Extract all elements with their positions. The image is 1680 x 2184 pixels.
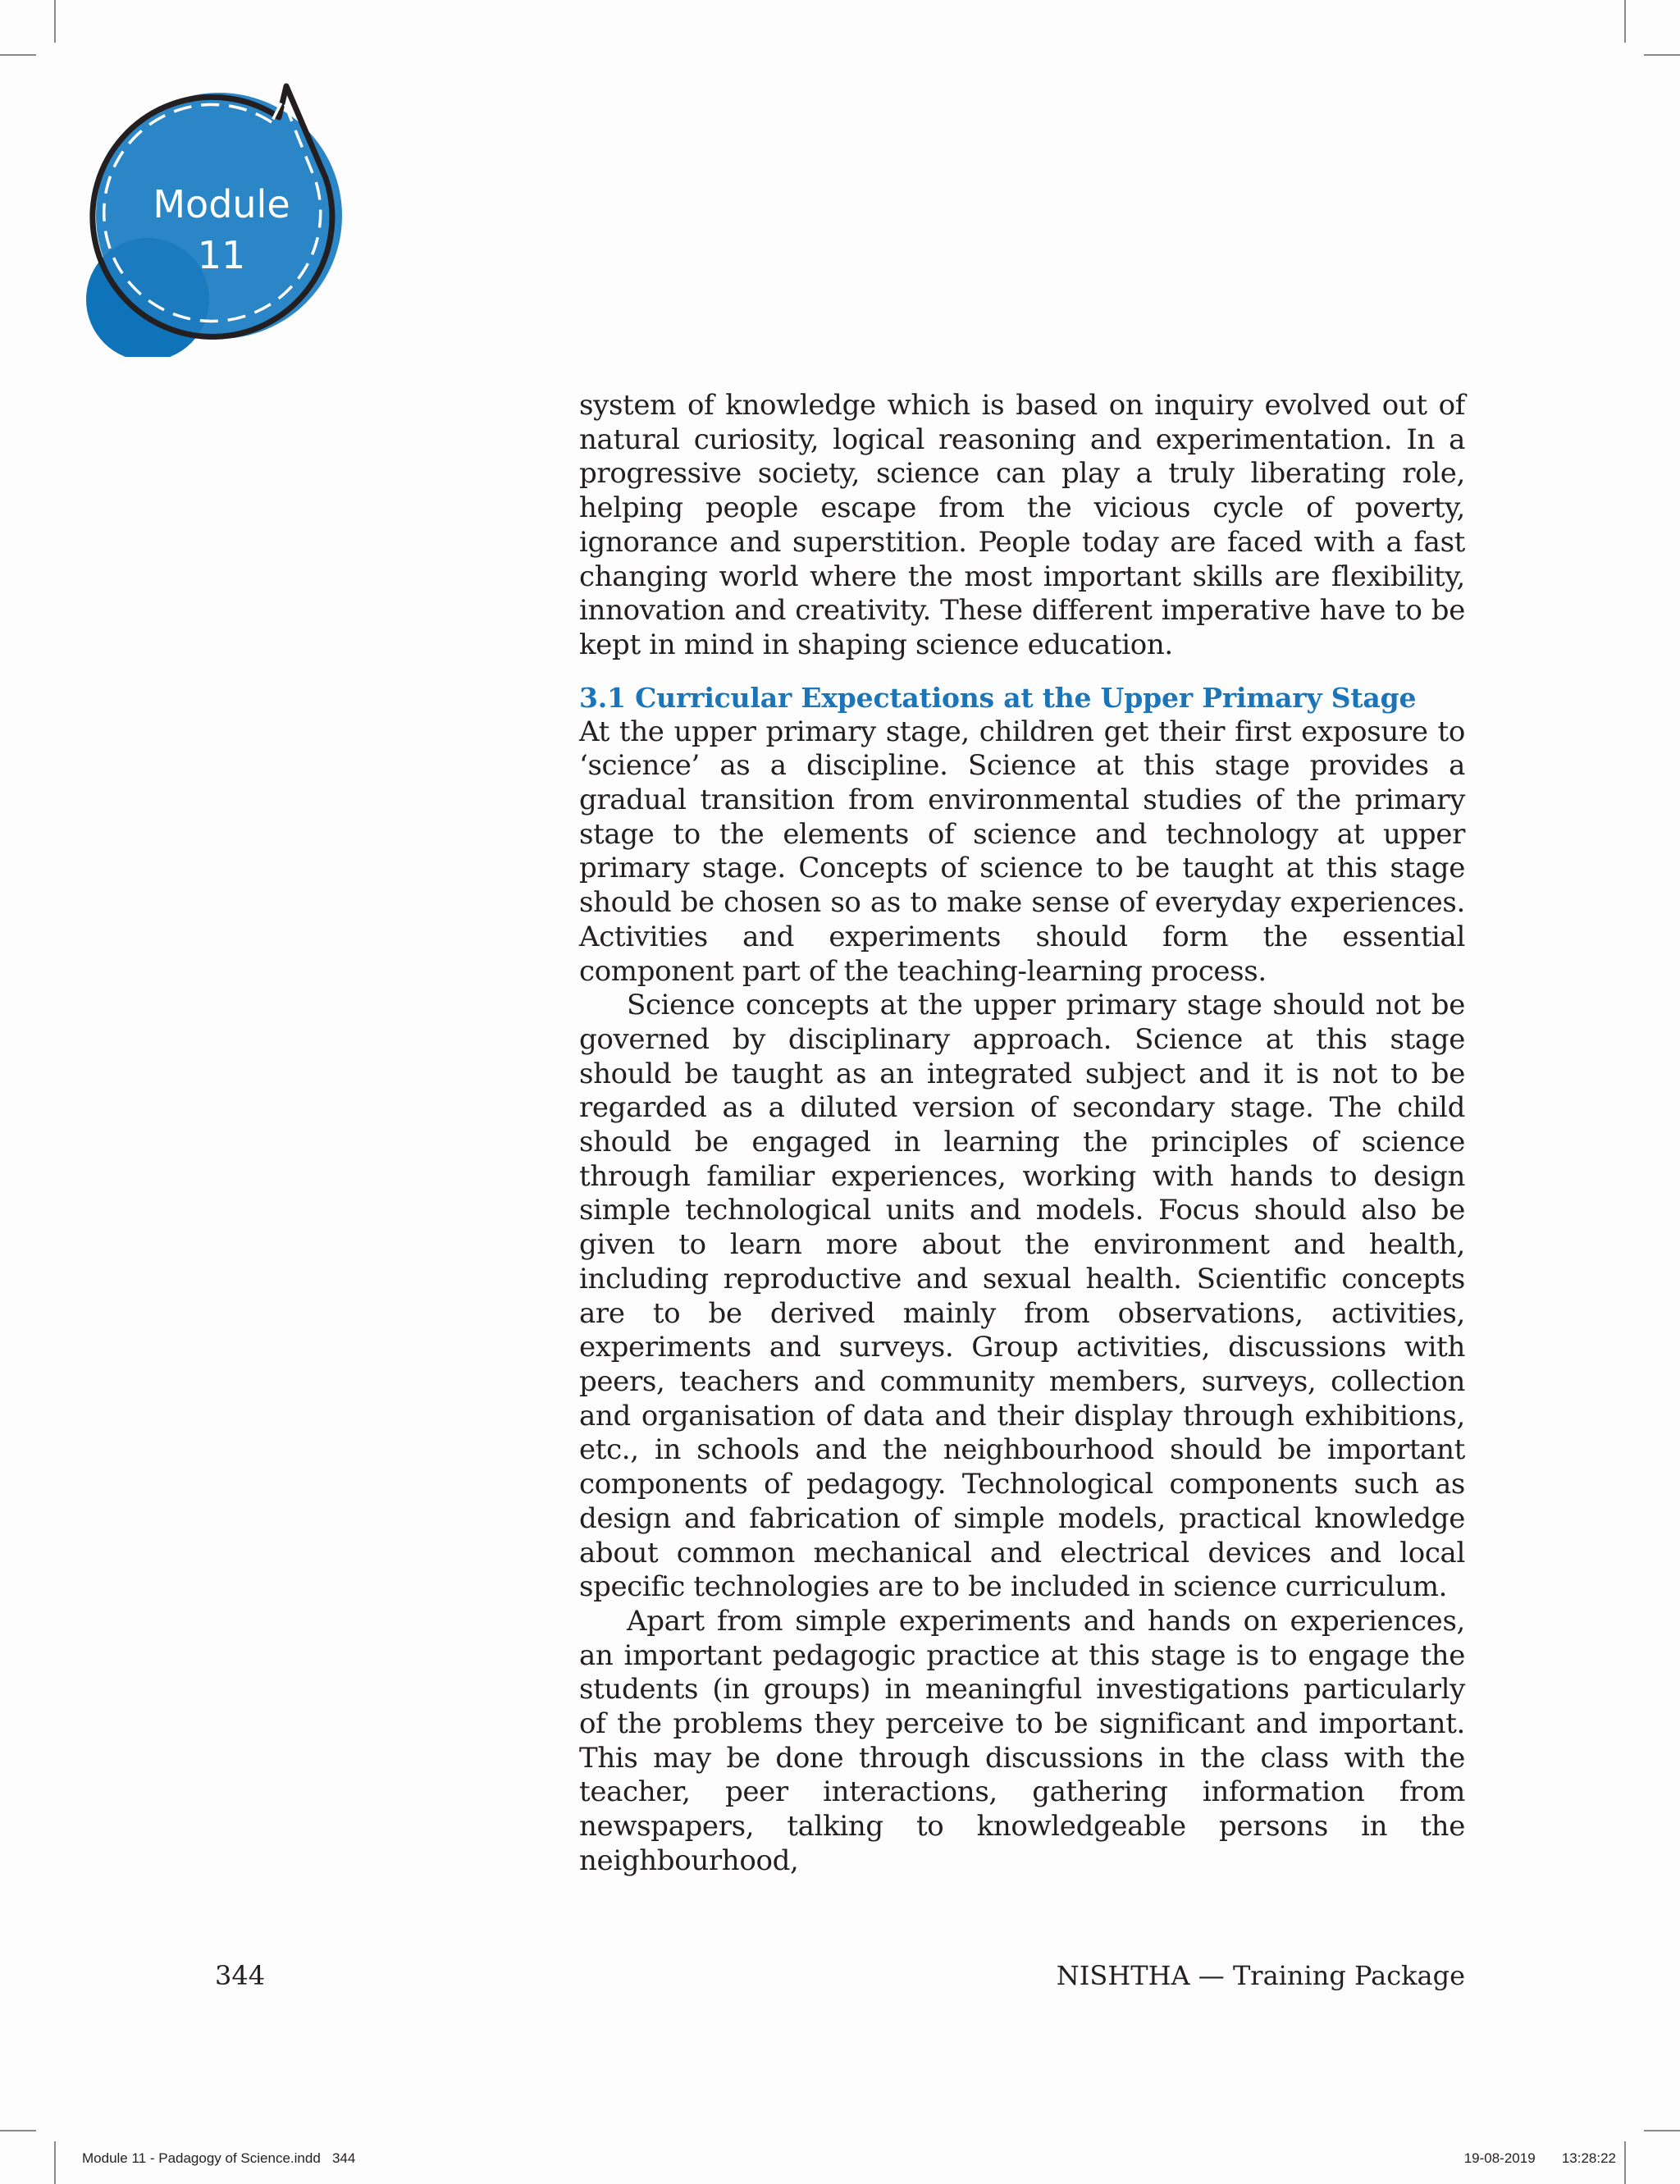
crop-mark-top-right-v bbox=[1624, 0, 1626, 43]
paragraph-4: Apart from simple experiments and hands on experiences, an important pedagogic practice at this stage is to engage the students (in groups) in meaningful investigations particularly of the problems they perceive to be significant and important. This may be done through discussions in the class with the teacher, peer interactions, gathering information from newspapers, talking to knowledgeable persons in the neighbourhood, bbox=[579, 1604, 1465, 1877]
crop-mark-top-left-h bbox=[0, 54, 36, 56]
module-label-number: 11 bbox=[197, 233, 246, 277]
page-body bbox=[579, 389, 1465, 1879]
section-heading: 3.1 Curricular Expectations at the Upper Primary Stage bbox=[579, 681, 1417, 714]
running-footer-title: NISHTHA — Training Package bbox=[1056, 1960, 1465, 1991]
module-label bbox=[152, 179, 291, 281]
crop-mark-bottom-left-h bbox=[0, 2130, 36, 2131]
module-label-word: Module bbox=[153, 182, 290, 226]
crop-mark-bottom-right-h bbox=[1644, 2130, 1680, 2131]
crop-mark-top-left-v bbox=[54, 0, 56, 43]
paragraph-2: At the upper primary stage, children get their first exposure to ‘science’ as a discipline. Science at this stage provides a gradual transition from environmental studies of the primary stage to the elements of science and technology at upper primary stage. Concepts of science to be taught at this stage should be chosen so as to make sense of everyday experiences. Activities and experiments should form the essential component part of the teaching-learning process. bbox=[579, 715, 1465, 988]
crop-mark-top-right-h bbox=[1644, 54, 1680, 56]
crop-mark-bottom-right-v bbox=[1624, 2141, 1626, 2184]
slug-filename: Module 11 - Padagogy of Science.indd 344 bbox=[82, 2150, 356, 2166]
slug-timestamp: 19-08-2019 13:28:22 bbox=[1463, 2150, 1616, 2166]
page-number: 344 bbox=[215, 1960, 266, 1991]
paragraph-1: system of knowledge which is based on inquiry evolved out of natural curiosity, logical reasoning and experimentation. In a progressive society, science can play a truly liberating role, helping people escape from the vicious cycle of poverty, ignorance and superstition. People today are faced with a fast changing world where the most important skills are flexibility, innovation and creativity. These different imperative have to be kept in mind in shaping science education. bbox=[579, 389, 1465, 661]
paragraph-3: Science concepts at the upper primary stage should not be governed by disciplinary approach. Science at this stage should be taught as an integrated subject and it is not to be regarded as a diluted version of secondary stage. The child should be engaged in learning the principles of science through familiar experiences, working with hands to design simple technological units and models. Focus should also be given to learn more about the environment and health, including reproductive and sexual health. Scientific concepts are to be derived mainly from observations, activities, experiments and surveys. Group activities, discussions with peers, teachers and community members, surveys, collection and organisation of data and their display through exhibitions, etc., in schools and the neighbourhood should be important components of pedagogy. Technological components such as design and fabrication of simple models, practical knowledge about common mechanical and electrical devices and local specific technologies are to be included in science curriculum. bbox=[579, 989, 1465, 1604]
crop-mark-bottom-left-v bbox=[54, 2141, 56, 2184]
